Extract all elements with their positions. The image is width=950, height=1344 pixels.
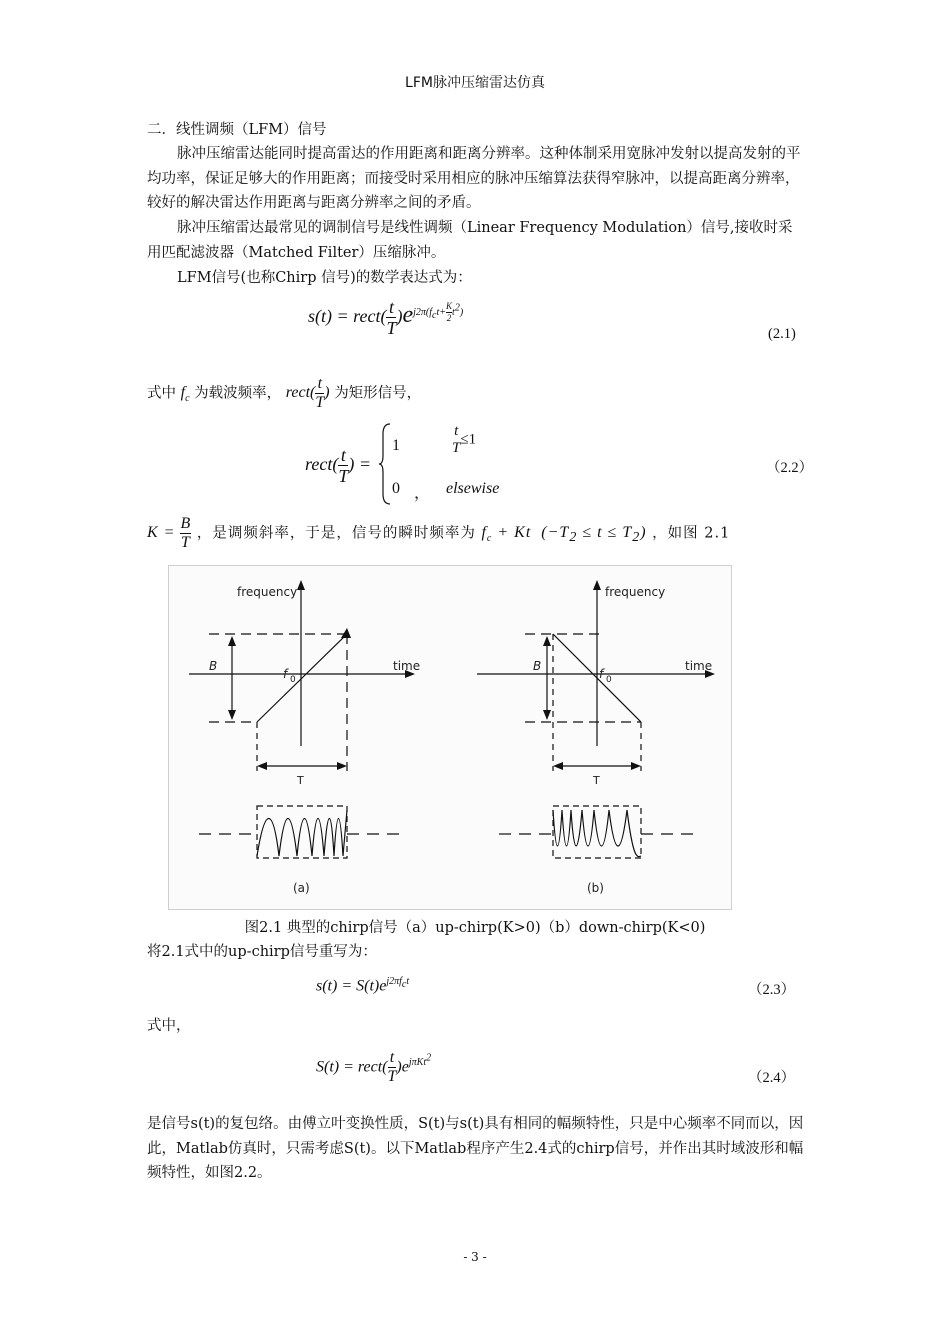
equation-2-4-number: （2.4） xyxy=(748,1070,796,1086)
brace-2-2 xyxy=(378,422,392,506)
figure-2-1 xyxy=(168,565,732,910)
left-f0-label: f xyxy=(283,667,288,681)
left-b-label: B xyxy=(209,659,218,673)
paragraph-intro: 脉冲压缩雷达能同时提高雷达的作用距离和距离分辨率。这种体制采用宽脉冲发射以提高发射的平均功率，保证足够大的作用距离；而接受时采用相应的脉冲压缩算法获得窄脉冲，以提高距离分辨率，较好的解决雷达作用距离与距离分辨率之间的矛盾。 xyxy=(147,146,801,211)
case-one: 1 xyxy=(392,437,400,454)
paragraph-modulation: 脉冲压缩雷达最常见的调制信号是线性调频（Linear Frequency Modulation）信号,接收时采用匹配滤波器（Matched Filter）压缩脉冲。 xyxy=(147,220,793,261)
paragraph-lfm-expression: LFM信号(也称Chirp 信号)的数学表达式为： xyxy=(177,270,472,286)
left-f0-sub: 0 xyxy=(290,675,296,685)
equation-2-1-number: (2.1) xyxy=(768,326,796,342)
right-xlabel: time xyxy=(685,659,713,673)
page-number: - 3 - xyxy=(463,1250,487,1264)
right-ylabel: frequency xyxy=(605,585,666,599)
left-panel-label: (a) xyxy=(293,881,310,895)
left-t-label: T xyxy=(297,774,304,787)
right-t-label: T xyxy=(593,774,600,787)
equation-2-2-number: （2.2） xyxy=(766,460,814,476)
running-header: LFM脉冲压缩雷达仿真 xyxy=(405,75,545,91)
section-title: 二．线性调频（LFM）信号 xyxy=(147,122,327,138)
paragraph-envelope: 是信号s(t)的复包络。由傅立叶变换性质，S(t)与s(t)具有相同的幅频特性，只是中心频率不同而以，因此，Matlab仿真时，只需考虑S(t)。以下Matlab程序产生2.4式的chirp信号，并作出其时域波形和幅频特性，如图2.2。 xyxy=(147,1116,804,1181)
equation-2-1: s(t) = rect( $\frac{t}{T}$ )$e^{j2\pi(f_ct+ \frac{K}{2} t^2)}$ xyxy=(308,297,464,338)
case-comma: ， xyxy=(414,485,431,502)
case-zero: 0 xyxy=(392,480,400,497)
equation-2-3: $s(t) = S(t)e^{j2\pi f_ct}$ xyxy=(316,976,410,995)
right-b-label: B xyxy=(533,659,542,673)
right-f0-label: f xyxy=(599,667,604,681)
paragraph-where: 式中， xyxy=(147,1018,191,1034)
right-panel-label: (b) xyxy=(587,881,604,895)
paragraph-rewrite: 将2.1式中的up-chirp信号重写为： xyxy=(147,944,377,960)
case-elsewise: elsewise xyxy=(446,480,500,497)
right-f0-sub: 0 xyxy=(606,675,612,685)
equation-2-3-number: （2.3） xyxy=(748,982,796,998)
paragraph-carrier: 式中 $f_c$ 为载波频率， rect( $\frac{t}{T}$ ) 为矩形信号， xyxy=(147,375,422,411)
figure-caption: 图2.1 典型的chirp信号（a）up-chirp(K>0)（b）down-chirp(K<0) xyxy=(244,920,706,936)
equation-2-2: rect( $\frac{t}{T}$ ) = xyxy=(305,445,371,486)
left-ylabel: frequency xyxy=(237,585,298,599)
paragraph-chirp-rate: K = $\frac{B}{T}$ ，是调频斜率，于是，信号的瞬时频率为 $f_c + Kt$ $(-T_2 \le t \le T_2)$ ，如图 2.1 xyxy=(147,515,731,551)
chirp-diagram xyxy=(169,566,731,909)
case-condition: t T ≤1 xyxy=(452,423,477,456)
left-xlabel: time xyxy=(393,659,421,673)
equation-2-4: S(t) = rect( $\frac{t}{T}$ )$e^{j\pi Kt^2}$ xyxy=(316,1049,432,1085)
